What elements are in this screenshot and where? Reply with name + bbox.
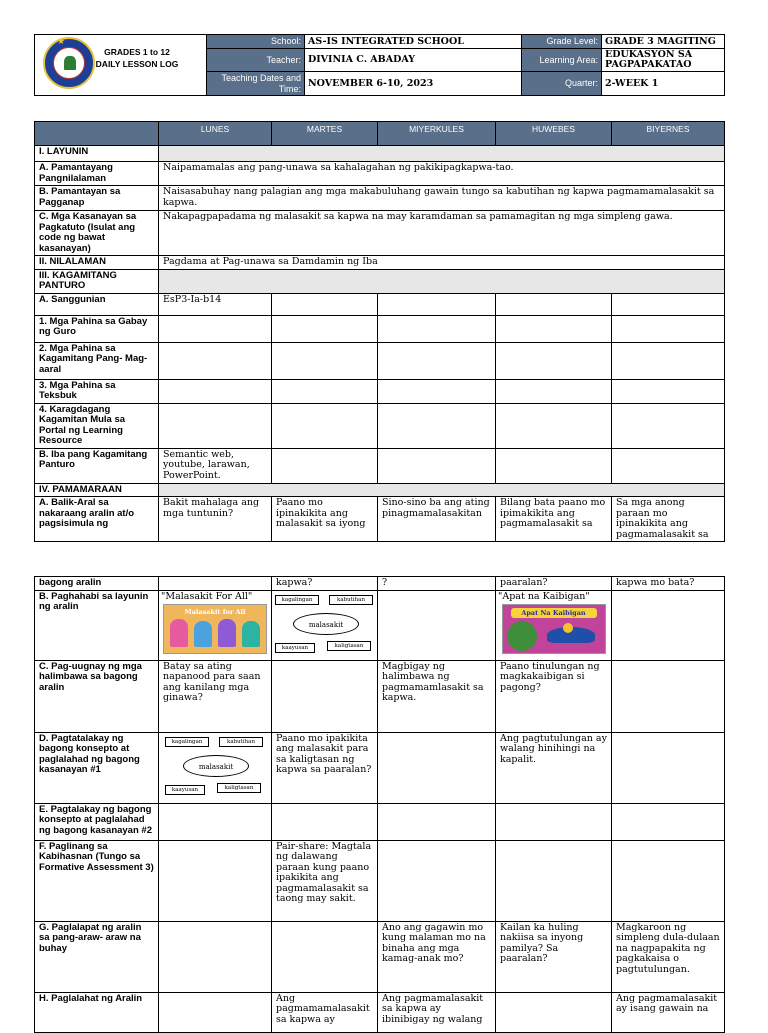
- row-label-iba: B. Iba pang Kagamitang Panturo: [35, 448, 159, 483]
- school-label: School:: [207, 35, 305, 49]
- video-title-malasakit: "Malasakit For All": [161, 590, 253, 602]
- paglalahat-biyernes: Ang pagmamalasakit ay isang gawain na: [612, 992, 725, 1032]
- balik-aral-huwebes: Bilang bata paano mo ipimakikita ang pagmamalasakit sa: [496, 497, 612, 542]
- row-label-kasanayan: C. Mga Kasanayan sa Pagkatuto (Isulat ang code ng bawat kasanayan): [35, 211, 159, 256]
- row-value-kasanayan: Nakapagpapadama ng malasakit sa kapwa na may karamdaman sa pamamagitan ng mga simpleng gawa.: [159, 211, 725, 256]
- cont-biyernes: kapwa mo bata?: [612, 577, 725, 591]
- row-label-balik-aral: A. Balik-Aral sa nakaraang aralin at/o pagsisimula ng: [35, 497, 159, 542]
- paghahabi-martes: [272, 590, 378, 660]
- nilalaman-value: Pagdama at Pag-unawa sa Damdamin ng Iba: [159, 256, 725, 270]
- balik-aral-biyernes: Sa mga anong paraan mo ipinakikita ang pagmamalasakit sa: [612, 497, 725, 542]
- day-header-huwebes: HUWEBES: [496, 122, 612, 146]
- cont-huwebes: paaralan?: [496, 577, 612, 591]
- apat-image-title: Apat Na Kaibigan: [511, 608, 597, 618]
- cmap-kaayusan: kaayusan: [275, 643, 315, 653]
- grade-label: Grade Level:: [522, 35, 602, 49]
- concept-map-2: [163, 735, 267, 799]
- balik-aral-martes: Paano mo ipinakikita ang malasakit sa iyong: [272, 497, 378, 542]
- cmap-kaligtasan: kaligtasan: [327, 641, 371, 651]
- cmap-malasakit: malasakit: [293, 613, 359, 635]
- sanggunian-value: EsP3-Ia-b14: [159, 293, 272, 315]
- header-table: [34, 34, 725, 96]
- malasakit-image-title: Malasakit for All: [184, 608, 246, 616]
- row-label-gabay: 1. Mga Pahina sa Gabay ng Guro: [35, 315, 159, 342]
- row-value-pangnilalaman: Naipamamalas ang pang-unawa sa kahalagahan ng pakikipagkapwa-tao.: [159, 162, 725, 186]
- row-label-teksbuk: 3. Mga Pahina sa Teksbuk: [35, 379, 159, 403]
- row-label-pagganap: B. Pamantayan sa Pagganap: [35, 186, 159, 211]
- paglalapat-miyerkules: Ano ang gagawin mo kung malaman mo na binaha ang mga kamag-anak mo?: [378, 921, 496, 992]
- row-label-sanggunian: A. Sanggunian: [35, 293, 159, 315]
- malasakit-for-all-image: [163, 604, 267, 654]
- teacher-value: DIVINIA C. ABADAY: [305, 49, 522, 72]
- video-title-apat-na-kaibigan: "Apat na Kaibigan": [498, 590, 590, 602]
- pagtatalakay1-lunes: [159, 732, 272, 803]
- cmap2-kaligtasan: kaligtasan: [217, 783, 261, 793]
- concept-map: [273, 593, 377, 657]
- row-label-pangnilalaman: A. Pamantayang Pangnilalaman: [35, 162, 159, 186]
- pag-uugnay-huwebes: Paano tinulungan ng magkakaibigan si pagong?: [496, 660, 612, 732]
- row-label-pagtatalakay-1: D. Pagtatalakay ng bagong konsepto at paglalahad ng bagong kasanayan #1: [35, 732, 159, 803]
- apat-na-kaibigan-image: [502, 604, 606, 654]
- cmap2-kaayusan: kaayusan: [165, 785, 205, 795]
- paglalapat-biyernes: Magkaroon ng simpleng dula-dulaan na nagpapakita ng pagkakaisa o pagtutulungan.: [612, 921, 725, 992]
- row-label-paglalapat: G. Paglalapat ng aralin sa pang-araw- araw na buhay: [35, 921, 159, 992]
- star-icon: ★: [57, 36, 66, 46]
- corner-header: [35, 122, 159, 146]
- paglinang-martes: Pair-share: Magtala ng dalawang paraan kung paano ipakikita ang pagmamalasakit sa taong may sakit.: [272, 840, 378, 921]
- section-layunin: I. LAYUNIN: [35, 146, 159, 162]
- day-header-miyerkules: MIYERKULES: [378, 122, 496, 146]
- log-title-line2: DAILY LESSON LOG: [95, 59, 179, 69]
- cmap-kabutihan: kabutihan: [329, 595, 373, 605]
- paghahabi-lunes: [159, 590, 272, 660]
- paghahabi-huwebes: [496, 590, 612, 660]
- area-value: EDUKASYON SA PAGPAPAKATAO: [602, 49, 725, 72]
- section-pamamaraan: IV. PAMAMARAAN: [35, 483, 159, 497]
- day-header-lunes: LUNES: [159, 122, 272, 146]
- quarter-label: Quarter:: [522, 72, 602, 96]
- pag-uugnay-miyerkules: Magbigay ng halimbawa ng pagmamamlasakit sa kapwa.: [378, 660, 496, 732]
- row-label-karagdagang: 4. Karagdagang Kagamitan Mula sa Portal ng Learning Resource: [35, 403, 159, 448]
- iba-value: Semantic web, youtube, larawan, PowerPoint.: [159, 448, 272, 483]
- grade-value: GRADE 3 MAGITING: [602, 35, 725, 49]
- cmap2-malasakit: malasakit: [183, 755, 249, 777]
- row-label-kagamitang: 2. Mga Pahina sa Kagamitang Pang- Mag-aaral: [35, 342, 159, 379]
- cont-miyerkules: ?: [378, 577, 496, 591]
- cmap2-kagalingan: kagalingan: [165, 737, 209, 747]
- paglalahat-miyerkules: Ang pagmamalasakit sa kapwa ay ibinibigay ng walang: [378, 992, 496, 1032]
- log-title-line1: GRADES 1 to 12: [104, 47, 170, 57]
- section-kagamitan: III. KAGAMITANG PANTURO: [35, 269, 159, 293]
- row-value-pagganap: Naisasabuhay nang palagian ang mga makabuluhang gawain tungo sa kabutihan ng kapwa pagmamamalasakit sa kapwa.: [159, 186, 725, 211]
- cont-lunes: [159, 577, 272, 591]
- cmap-kagalingan: kagalingan: [275, 595, 319, 605]
- cmap2-kabutihan: kabutihan: [219, 737, 263, 747]
- paglalahat-martes: Ang pagmamamalasakit sa kapwa ay: [272, 992, 378, 1032]
- area-label: Learning Area:: [522, 49, 602, 72]
- row-label-paglalahat: H. Paglalahat ng Aralin: [35, 992, 159, 1032]
- pagtatalakay1-martes: Paano mo ipakikita ang malasakit para sa kaligtasan ng kapwa sa paaralan?: [272, 732, 378, 803]
- balik-aral-miyerkules: Sino-sino ba ang ating pinagmamalasakitan: [378, 497, 496, 542]
- teacher-label: Teacher:: [207, 49, 305, 72]
- paglalapat-huwebes: Kailan ka huling nakiisa sa inyong pamilya? Sa paaralan?: [496, 921, 612, 992]
- school-value: AS-IS INTEGRATED SCHOOL: [305, 35, 522, 49]
- pag-uugnay-lunes: Batay sa ating napanood para saan ang kanilang mga ginawa?: [159, 660, 272, 732]
- cont-martes: kapwa?: [272, 577, 378, 591]
- section-nilalaman: II. NILALAMAN: [35, 256, 159, 270]
- dates-value: NOVEMBER 6-10, 2023: [305, 72, 522, 96]
- quarter-value: 2-WEEK 1: [602, 72, 725, 96]
- lesson-table-page2: [34, 576, 725, 1033]
- row-label-paghahabi: B. Paghahabi sa layunin ng aralin: [35, 590, 159, 660]
- row-label-bagong-aralin-cont: bagong aralin: [35, 577, 159, 591]
- row-label-paglinang: F. Paglinang sa Kabihasnan (Tungo sa Formative Assessment 3): [35, 840, 159, 921]
- row-label-pag-uugnay: C. Pag-uugnay ng mga halimbawa sa bagong aralin: [35, 660, 159, 732]
- day-header-martes: MARTES: [272, 122, 378, 146]
- pagtatalakay1-huwebes: Ang pagtutulungan ay walang hinihingi na kapalit.: [496, 732, 612, 803]
- day-header-biyernes: BIYERNES: [612, 122, 725, 146]
- dates-label: Teaching Dates and Time:: [207, 72, 305, 96]
- balik-aral-lunes: Bakit mahalaga ang mga tuntunin?: [159, 497, 272, 542]
- row-label-pagtatalakay-2: E. Pagtalakay ng bagong konsepto at paglalahad ng bagong kasanayan #2: [35, 803, 159, 840]
- logo-cell: [35, 35, 207, 96]
- lesson-table-page1: [34, 121, 725, 542]
